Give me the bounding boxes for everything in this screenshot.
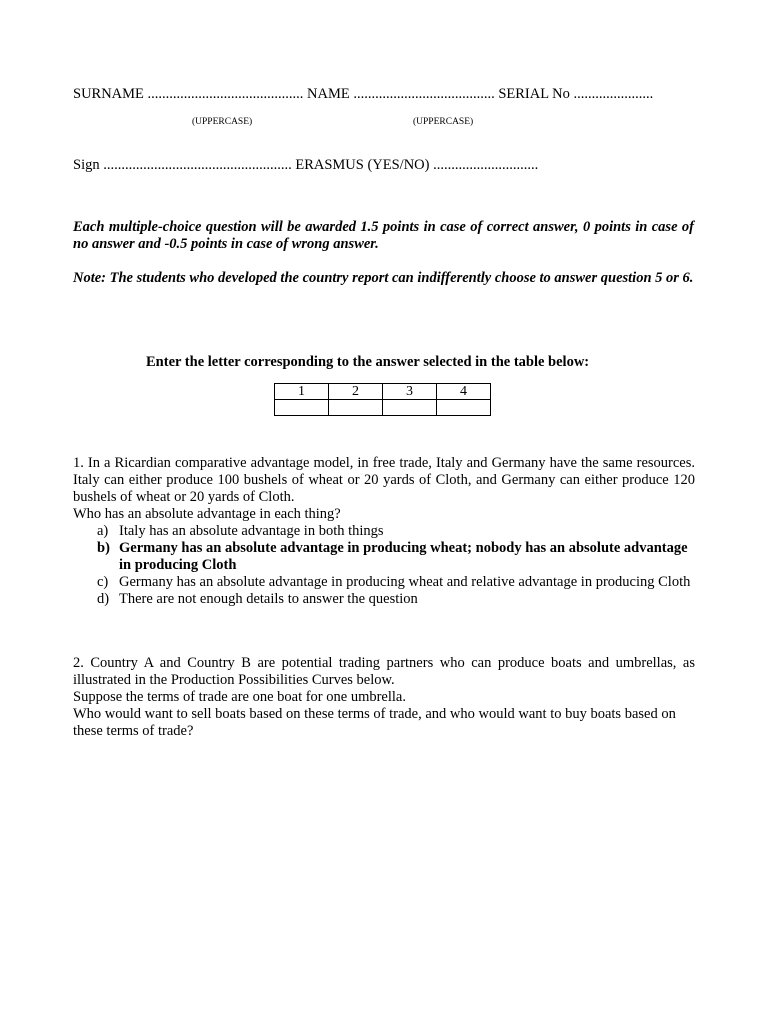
header-fields-line: SURNAME ........................................... NAME ....................................... SERIAL No ...................... (73, 86, 654, 102)
answer-cell-3[interactable] (383, 400, 437, 416)
question-2-ask: Who would want to sell boats based on these terms of trade, and who would want to buy boats based on these terms of trade? (73, 706, 676, 739)
option-b (73, 540, 695, 574)
question-2-terms: Suppose the terms of trade are one boat for one umbrella. (73, 689, 406, 705)
answer-header-2: 2 (329, 384, 383, 400)
scoring-instructions: Each multiple-choice question will be awarded 1.5 points in case of correct answer, 0 points in case of no answer and -0.5 points in case of wrong answer. (73, 219, 694, 252)
question-2 (73, 655, 695, 740)
name-uppercase-note: (UPPERCASE) (413, 117, 474, 127)
surname-uppercase-note: (UPPERCASE) (192, 117, 253, 127)
answer-table-header-row (275, 384, 491, 400)
option-a (73, 523, 695, 540)
answer-table (274, 383, 491, 416)
answer-header-3: 3 (383, 384, 437, 400)
answer-cell-4[interactable] (437, 400, 491, 416)
question-1-options (73, 523, 695, 608)
option-a-text: Italy has an absolute advantage in both things (119, 523, 384, 539)
answer-table-prompt: Enter the letter corresponding to the answer selected in the table below: (146, 354, 590, 370)
sign-erasmus-line: Sign .................................................... ERASMUS (YES/NO) ............................. (73, 157, 539, 173)
answer-table-input-row (275, 400, 491, 416)
answer-cell-2[interactable] (329, 400, 383, 416)
option-c (73, 574, 695, 591)
option-c-text: Germany has an absolute advantage in producing wheat and relative advantage in producing Cloth (119, 574, 691, 590)
answer-cell-1[interactable] (275, 400, 329, 416)
question-1-text: 1. In a Ricardian comparative advantage model, in free trade, Italy and Germany have the same resources. Italy can either produce 100 bushels of wheat or 20 yards of Cloth, and Germany can either produce 120 bushels of wheat or 20 yards of Cloth. (73, 455, 695, 505)
option-d-text: There are not enough details to answer the question (119, 591, 418, 607)
option-b-letter: b) (97, 540, 110, 556)
option-d-letter: d) (97, 591, 110, 607)
option-c-letter: c) (97, 574, 109, 590)
option-b-text: Germany has an absolute advantage in producing wheat; nobody has an absolute advantage in producing Cloth (119, 540, 688, 573)
option-a-letter: a) (97, 523, 109, 539)
question-1-ask: Who has an absolute advantage in each thing? (73, 506, 341, 522)
answer-header-4: 4 (437, 384, 491, 400)
answer-header-1: 1 (275, 384, 329, 400)
question-1 (73, 455, 695, 608)
option-d (73, 591, 695, 608)
country-report-note: Note: The students who developed the country report can indifferently choose to answer question 5 or 6. (73, 270, 694, 286)
question-2-text: 2. Country A and Country B are potential trading partners who can produce boats and umbrellas, as illustrated in the Production Possibilities Curves below. (73, 655, 695, 688)
